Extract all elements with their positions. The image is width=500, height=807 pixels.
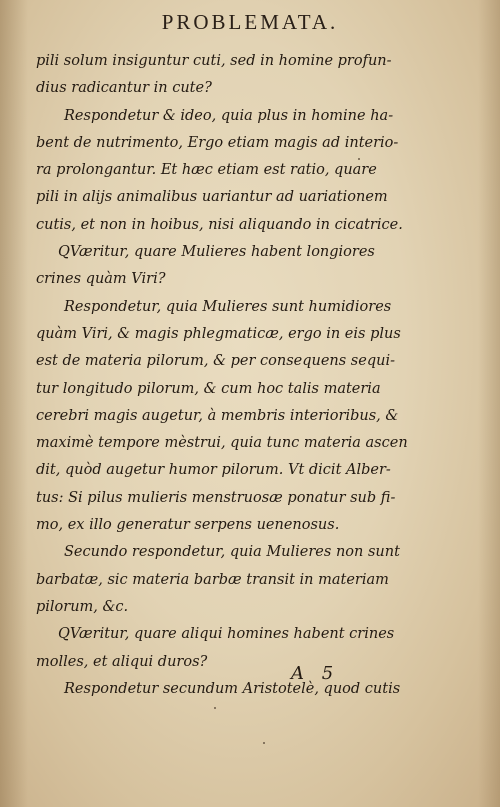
text-line: mo, ex illo generatur serpens uenenosus. xyxy=(36,517,340,534)
text-line: dit, quòd augetur humor pilorum. Vt dicit Alber- xyxy=(36,462,391,479)
text-line: dius radicantur in cute? xyxy=(36,80,212,97)
body-text xyxy=(36,48,436,703)
text-line: pili solum insiguntur cuti, sed in homine profun- xyxy=(36,53,392,69)
text-line: ra prolongantur. Et hæc etiam est ratio, quare xyxy=(36,162,377,179)
text-line: molles, et aliqui duros? xyxy=(36,653,208,670)
text-line: cerebri magis augetur, à membris interioribus, & xyxy=(36,407,399,424)
text-line: QVæritur, quare Mulieres habent longiores xyxy=(58,244,375,261)
running-header: PROBLEMATA. xyxy=(161,10,339,34)
text-line: quàm Viri, & magis phlegmaticæ, ergo in eis plus xyxy=(36,325,401,342)
ink-speck xyxy=(358,158,360,160)
text-line: crines quàm Viri? xyxy=(36,271,166,288)
text-line: cutis, et non in hoibus, nisi aliquando in cicatrice. xyxy=(36,216,403,233)
text-line: tur longitudo pilorum, & cum hoc talis materia xyxy=(36,380,381,397)
text-line: Respondetur & ideo, quia plus in homine ha- xyxy=(64,107,394,124)
text-line: QVæritur, quare aliqui homines habent crines xyxy=(58,626,395,643)
text-line: maximè tempore mèstrui, quia tunc materia ascen xyxy=(36,435,408,452)
text-line: bent de nutrimento, Ergo etiam magis ad interio- xyxy=(36,134,399,151)
text-line: tus: Si pilus mulieris menstruosæ ponatur sub fi- xyxy=(36,489,396,506)
page-edge-shadow-left xyxy=(0,0,28,807)
page-edge-shadow-right xyxy=(478,0,500,807)
text-line: est de materia pilorum, & per consequens sequi- xyxy=(36,353,395,370)
text-line: barbatæ, sic materia barbæ transit in materiam xyxy=(36,571,389,588)
signature-mark: A 5 xyxy=(291,663,340,684)
text-line: Respondetur secundum Aristotelè, quod cutis xyxy=(64,680,401,697)
text-line: pili in alijs animalibus uariantur ad uariationem xyxy=(36,189,388,206)
text-line: Respondetur, quia Mulieres sunt humidiores xyxy=(64,298,392,315)
text-line: pilorum, &c. xyxy=(36,598,129,615)
ink-speck xyxy=(214,707,216,709)
text-line: Secundo respondetur, quia Mulieres non sunt xyxy=(64,544,400,561)
ink-speck xyxy=(263,742,265,744)
